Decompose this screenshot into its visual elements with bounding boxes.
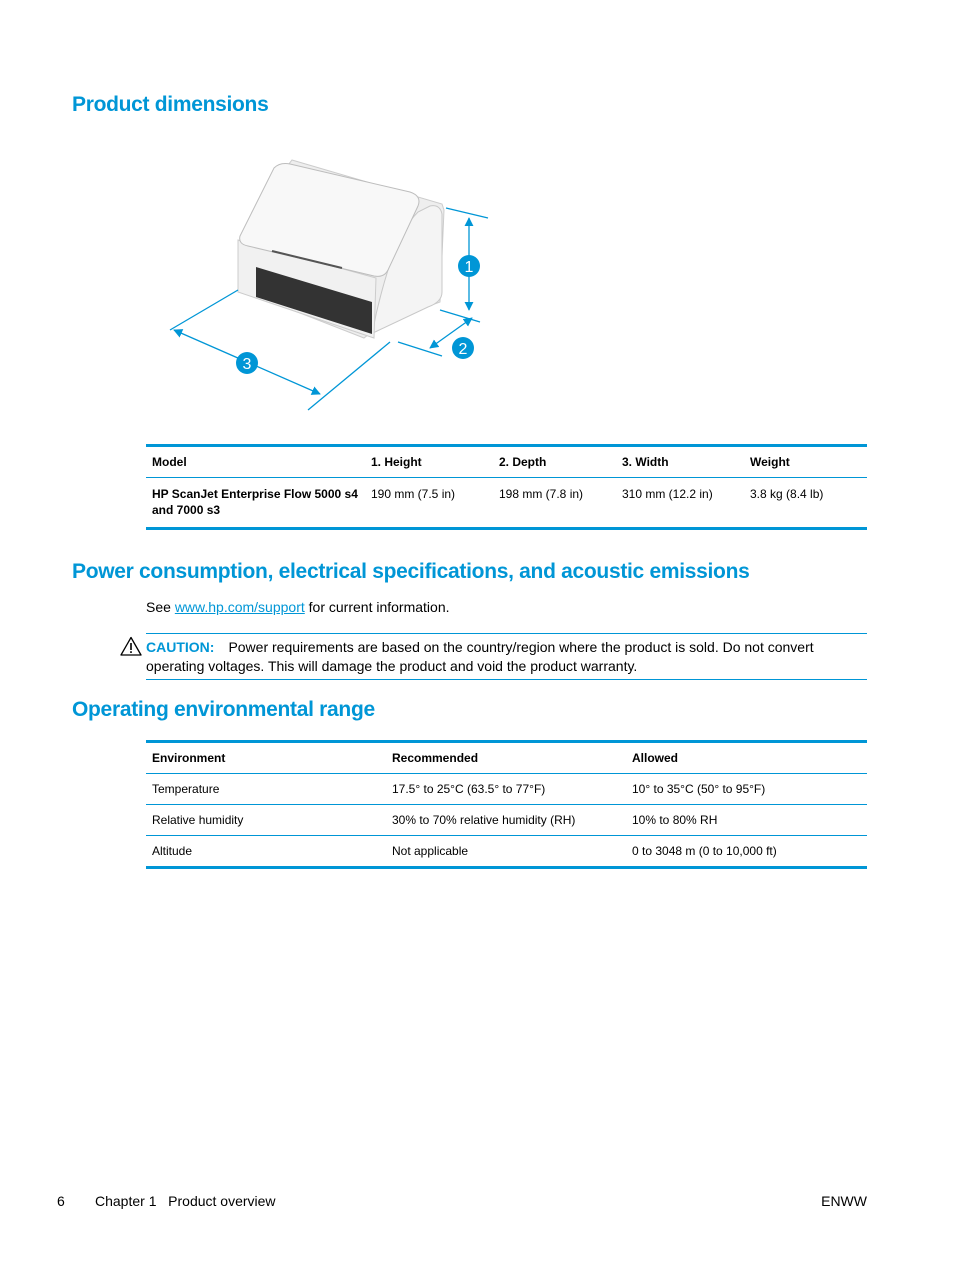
callout-3: [236, 352, 258, 374]
warning-triangle-icon: [120, 636, 142, 656]
scanner-dimensions-illustration: [160, 152, 500, 420]
header-recommended: Recommended: [392, 751, 479, 765]
caution-notice: [146, 633, 867, 680]
header-weight: Weight: [750, 455, 790, 469]
section-title-product-dimensions: Product dimensions: [72, 93, 269, 116]
cell-recommended: 17.5° to 25°C (63.5° to 77°F): [392, 782, 546, 796]
callout-2: [452, 337, 474, 359]
header-environment: Environment: [152, 751, 226, 765]
cell-recommended: 30% to 70% relative humidity (RH): [392, 813, 576, 827]
cell-allowed: 10% to 80% RH: [632, 813, 718, 827]
support-reference: [146, 599, 450, 615]
table-header-row: [146, 742, 867, 774]
callout-3-label: 3: [242, 356, 252, 373]
caution-label: CAUTION:: [146, 639, 215, 655]
header-width: 3. Width: [622, 455, 669, 469]
cell-allowed: 0 to 3048 m (0 to 10,000 ft): [632, 844, 777, 858]
cell-environment: Altitude: [152, 844, 193, 858]
cell-model: HP ScanJet Enterprise Flow 5000 s4 and 7000 s3: [152, 487, 358, 517]
environment-table: [146, 740, 867, 869]
scanner-body: [238, 160, 444, 338]
caution-text: Power requirements are based on the country/region where the product is sold. Do not convert operating voltages. This will damage the product and void the product warranty.: [146, 639, 814, 674]
cell-environment: Relative humidity: [152, 813, 244, 827]
header-depth: 2. Depth: [499, 455, 547, 469]
header-model: Model: [152, 455, 187, 469]
table-row: [146, 805, 867, 836]
table-row: [146, 478, 867, 529]
cell-allowed: 10° to 35°C (50° to 95°F): [632, 782, 766, 796]
table-row: [146, 774, 867, 805]
cell-width: 310 mm (12.2 in): [622, 487, 713, 501]
support-link[interactable]: www.hp.com/support: [174, 599, 305, 615]
header-allowed: Allowed: [632, 751, 679, 765]
see-suffix: for current information.: [304, 599, 450, 615]
cell-height: 190 mm (7.5 in): [371, 487, 456, 501]
cell-recommended: Not applicable: [392, 844, 469, 858]
callout-1: [458, 255, 480, 277]
see-prefix: See: [146, 599, 175, 615]
cell-weight: 3.8 kg (8.4 lb): [750, 487, 824, 501]
callout-1-label: 1: [464, 259, 474, 276]
footer-locale-code: ENWW: [821, 1193, 867, 1209]
section-title-environment: Operating environmental range: [72, 698, 375, 721]
section-title-power: Power consumption, electrical specifications, and acoustic emissions: [72, 560, 750, 583]
footer-page-number: 6: [57, 1193, 65, 1209]
cell-environment: Temperature: [152, 782, 220, 796]
dimensions-table: [146, 444, 867, 530]
callout-2-label: 2: [458, 341, 468, 358]
table-header-row: [146, 446, 867, 478]
table-row: [146, 836, 867, 868]
footer-chapter-title: Chapter 1 Product overview: [95, 1193, 276, 1209]
cell-depth: 198 mm (7.8 in): [499, 487, 584, 501]
header-height: 1. Height: [371, 455, 422, 469]
